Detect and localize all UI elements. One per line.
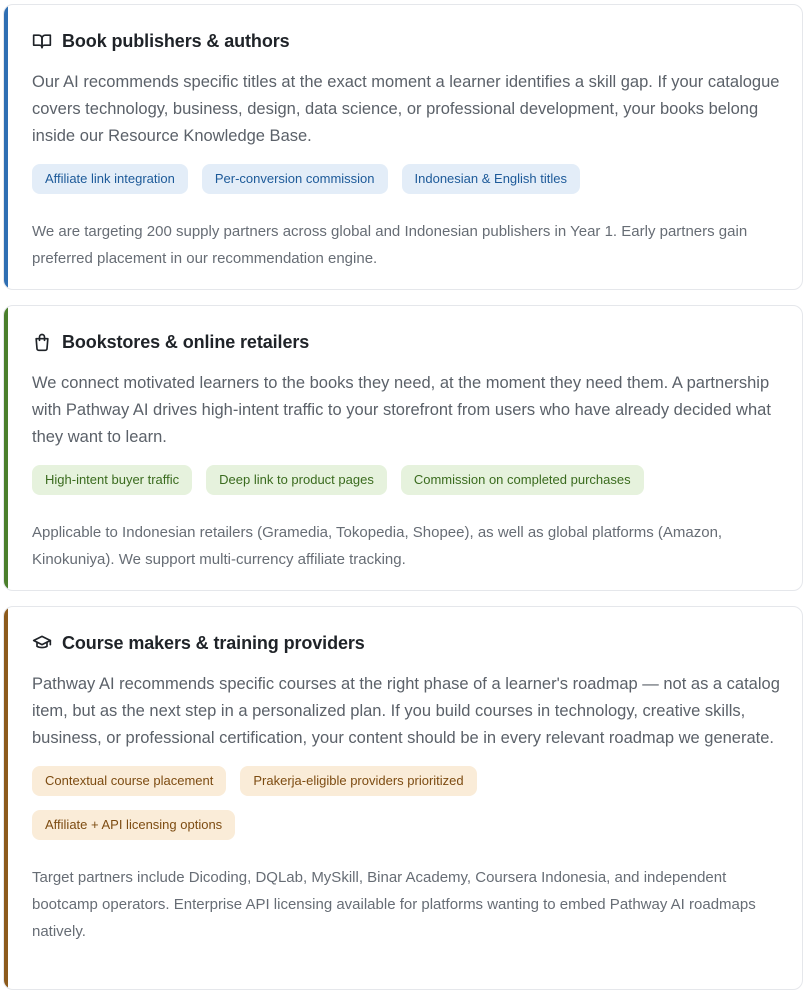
tag-per-conversion: Per-conversion commission bbox=[202, 164, 388, 194]
graduation-cap-icon bbox=[32, 633, 52, 653]
card-note: We are targeting 200 supply partners across global and Indonesian publishers in Year 1. Early partners gain preferred placement in our recommendation engine. bbox=[32, 223, 748, 267]
card-note: Applicable to Indonesian retailers (Gramedia, Tokopedia, Shopee), as well as global platforms (Amazon, Kinokuniya). We support multi-currency affiliate tracking. bbox=[32, 524, 723, 568]
book-icon bbox=[32, 31, 52, 51]
tag-list bbox=[32, 164, 802, 194]
tag-titles-language: Indonesian & English titles bbox=[402, 164, 580, 194]
partner-card-course-makers bbox=[3, 606, 803, 990]
tag-prakerja: Prakerja-eligible providers prioritized bbox=[240, 766, 476, 796]
card-header bbox=[32, 631, 802, 655]
card-note: Target partners include Dicoding, DQLab, MySkill, Binar Academy, Coursera Indonesia, and independent bootcamp operators. Enterprise API licensing available for platforms wanting to embed Pathway AI roadmaps natively. bbox=[32, 869, 756, 940]
card-description: Pathway AI recommends specific courses at the right phase of a learner's roadmap — not as a catalog item, but as the next step in a personalized plan. If you build courses in technology, creative skills, business, or professional certification, your content should be in every relevant roadmap we generate. bbox=[32, 675, 780, 747]
tag-course-placement: Contextual course placement bbox=[32, 766, 226, 796]
card-title: Course makers & training providers bbox=[62, 632, 365, 653]
tag-buyer-traffic: High-intent buyer traffic bbox=[32, 465, 192, 495]
tag-licensing: Affiliate + API licensing options bbox=[32, 810, 235, 840]
card-description: We connect motivated learners to the books they need, at the moment they need them. A partnership with Pathway AI drives high-intent traffic to your storefront from users who have already decided what they want to learn. bbox=[32, 374, 771, 446]
partner-card-publishers bbox=[3, 4, 803, 290]
tag-affiliate-link: Affiliate link integration bbox=[32, 164, 188, 194]
tag-list bbox=[32, 766, 592, 840]
card-description: Our AI recommends specific titles at the exact moment a learner identifies a skill gap. If your catalogue covers technology, business, design, data science, or professional development, your books belong inside our Resource Knowledge Base. bbox=[32, 73, 780, 145]
card-header bbox=[32, 29, 802, 53]
card-header bbox=[32, 330, 802, 354]
card-title: Book publishers & authors bbox=[62, 30, 290, 51]
tag-commission: Commission on completed purchases bbox=[401, 465, 644, 495]
tag-list bbox=[32, 465, 802, 495]
partner-card-retailers bbox=[3, 305, 803, 591]
shopping-bag-icon bbox=[32, 332, 52, 352]
tag-deep-link: Deep link to product pages bbox=[206, 465, 387, 495]
card-title: Bookstores & online retailers bbox=[62, 331, 310, 352]
